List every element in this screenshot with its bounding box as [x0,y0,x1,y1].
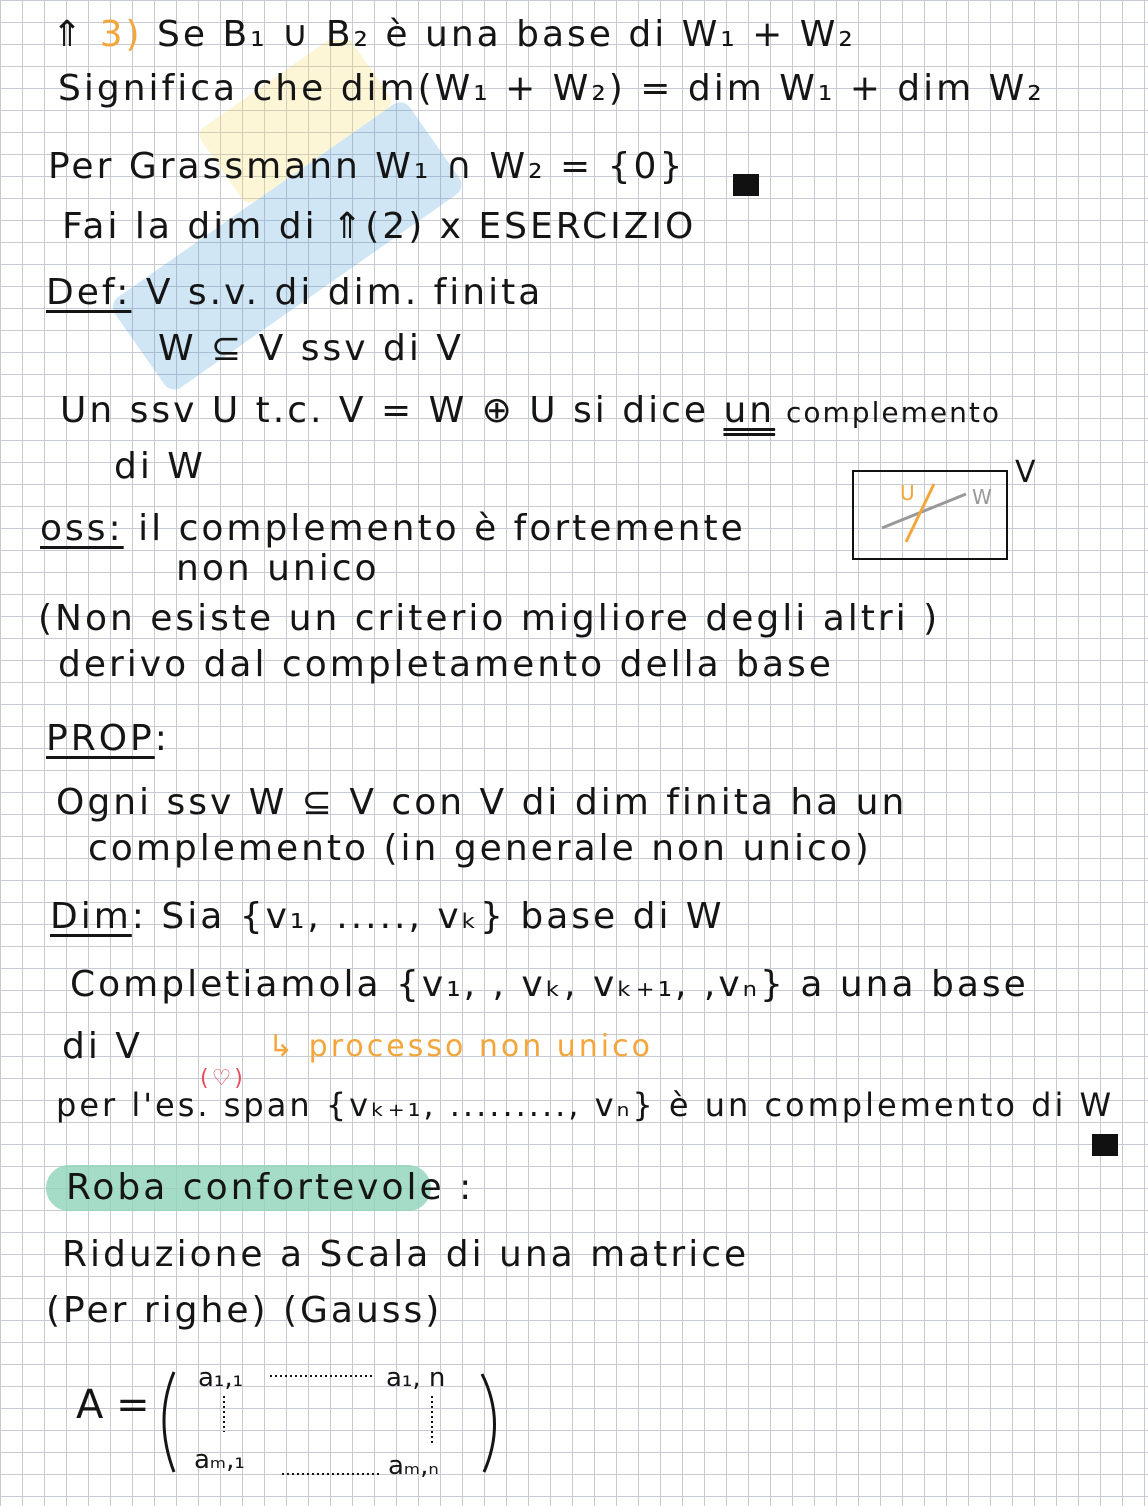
line-16 [50,896,725,938]
item-number: 3) [99,14,143,55]
diagram-lines [854,472,1006,558]
observation-label: oss: [40,508,124,549]
line-17: Completiamola {v₁, , vₖ, vₖ₊₁, ,vₙ} a una base [70,964,1029,1005]
line-8: di W [114,446,206,487]
line-22: (Per righe) (Gauss) [46,1290,443,1331]
proposition-label: PROP [46,718,155,759]
line-5-text: V s.v. di dim. finita [145,272,544,313]
line-7-text: Un ssv U t.c. V = W ⊕ U si dice [60,390,724,431]
definition-label: Def: [46,272,132,313]
qed-square-2 [1092,1134,1118,1156]
line-11: (Non esiste un criterio migliore degli altri ) [38,598,941,639]
line-16-text: : Sia {v₁, ....., vₖ} base di W [131,896,725,937]
line-4: Fai la dim di ⇑(2) x ESERCIZIO [62,206,697,247]
line-18-text: di V [62,1026,143,1067]
diagram-w-label: W [972,485,992,509]
line-3: Per Grassmann W₁ ∩ W₂ = {0} [48,146,686,187]
line-21: Riduzione a Scala di una matrice [62,1234,750,1275]
line-2: Significa che dim(W₁ + W₂) = dim W₁ + dim W₂ [58,68,1045,109]
matrix-amn: aₘ,ₙ [388,1451,439,1481]
line-10: non unico [176,548,380,589]
line-15: complemento (in generale non unico) [88,828,872,869]
line-13 [46,718,170,760]
underlined-un: un [723,390,776,431]
heart-note: (♡) [200,1066,246,1091]
line-9 [40,508,746,550]
line-18 [62,1026,143,1068]
matrix-a [70,1360,530,1490]
line-12: derivo dal completamento della base [58,644,834,685]
line-19: per l'es. span {vₖ₊₁, ........., vₙ} è un complemento di W [56,1086,1115,1124]
matrix-a11: a₁,₁ [198,1363,244,1393]
process-note: ↳ processo non unico [268,1029,653,1064]
matrix-a1n: a₁, n [386,1363,446,1393]
line-6: W ⊆ V ssv di V [158,328,464,369]
line-1-text: Se B₁ ∪ B₂ è una base di W₁ + W₂ [157,14,856,55]
matrix-am1: aₘ,₁ [194,1445,245,1475]
line-5 [46,272,543,314]
line-1 [52,14,856,56]
diagram-v-label: V [1015,455,1036,490]
matrix-name: A = [76,1382,150,1428]
line-7-end: complemento [775,396,1001,429]
line-7 [60,390,1001,434]
line-9-text: il complemento è fortemente [138,508,746,549]
matrix-drawing [70,1360,530,1490]
qed-square [733,174,759,196]
proof-label: Dim [50,896,132,937]
diagram-u-label: U [900,481,915,505]
subspace-diagram [852,470,1008,560]
implies-symbol: ⇑ [52,14,86,55]
line-20: Roba confortevole : [66,1167,475,1208]
proposition-colon: : [154,718,170,759]
line-14: Ogni ssv W ⊆ V con V di dim finita ha un [56,782,908,823]
